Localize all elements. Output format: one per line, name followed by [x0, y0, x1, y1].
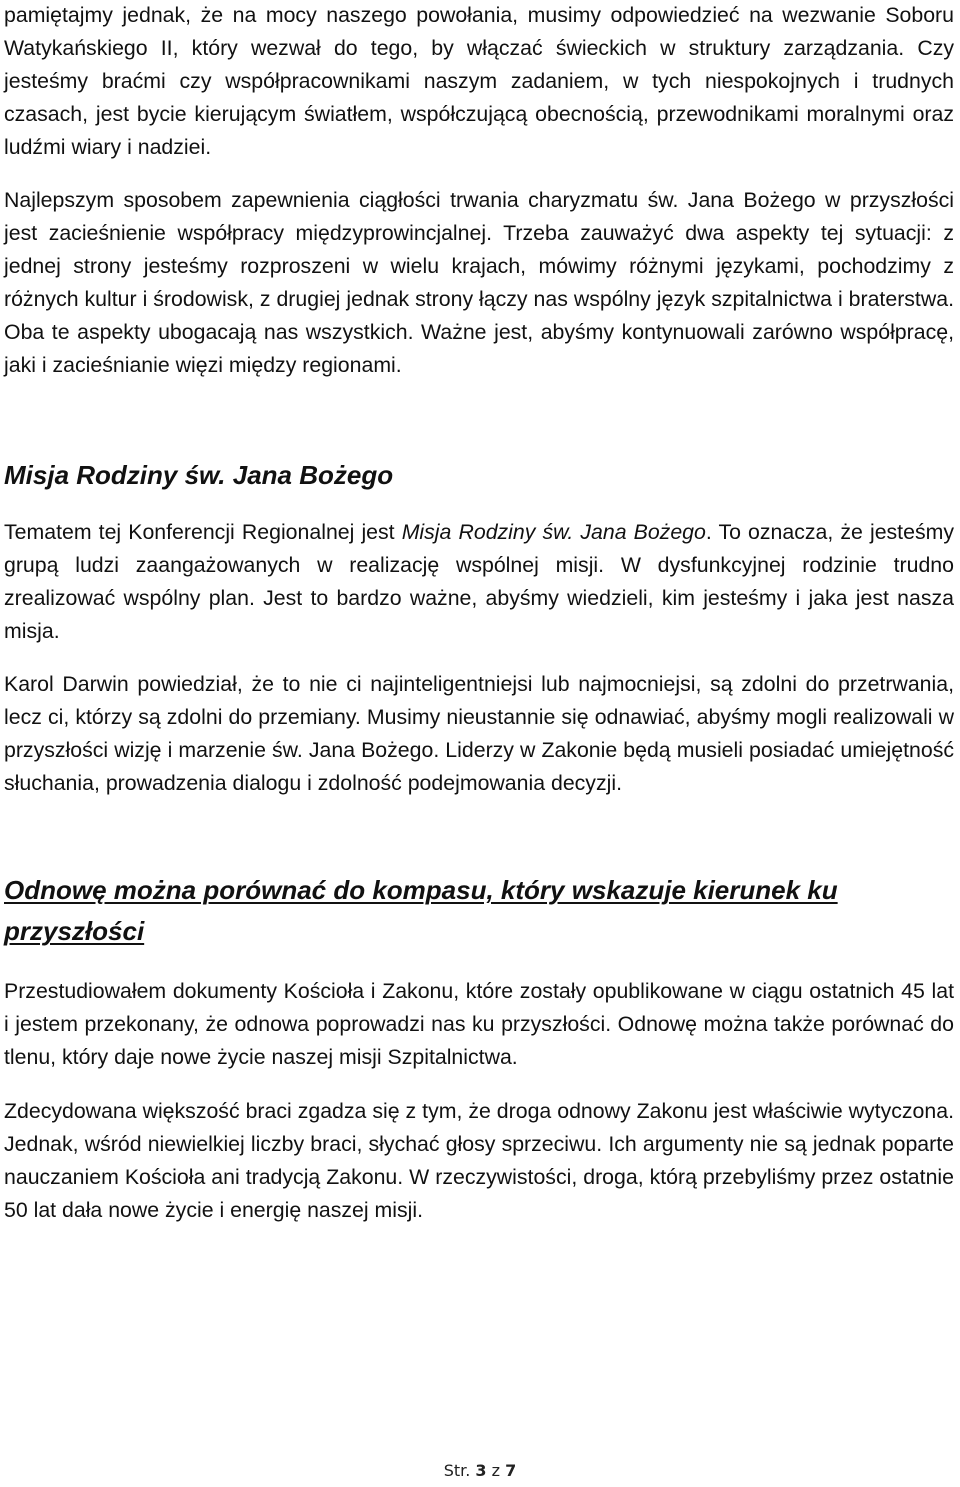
- paragraph-odnowa-2: Zdecydowana większość braci zgadza się z tym, że droga odnowy Zakonu jest właściwie wytyczona. Jednak, wśród niewielkiej liczby braci, słychać głosy sprzeciwu. Ich argumenty nie są jednak poparte nauczaniem Kościoła ani tradycją Zakonu. W rzeczywistości, droga, którą przebyliśmy przez ostatnie 50 lat dała nowe życie i energię naszej misji.: [4, 1099, 954, 1222]
- document-page: [4, 0, 954, 1227]
- paragraph-misja-1-end: . To oznacza, że jesteśmy grupą ludzi zaangażowanych w realizację wspólnej misji. W dysfunkcyjnej rodzinie trudno zrealizować wspólny plan. Jest to bardzo ważne, abyśmy wiedzieli, kim jesteśmy i jaka jest nasza misja.: [4, 520, 954, 643]
- paragraph-misja-2: Karol Darwin powiedział, że to nie ci najinteligentniejsi lub najmocniejsi, są zdolni do przetrwania, lecz ci, którzy są zdolni do przemiany. Musimy nieustannie się odnawiać, abyśmy mogli realizowali w przyszłości wizję i marzenie św. Jana Bożego. Liderzy w Zakonie będą musieli posiadać umiejętność słuchania, prowadzenia dialogu i zdolność podejmowania decyzji.: [4, 672, 954, 795]
- paragraph-odnowa-1: Przestudiowałem dokumenty Kościoła i Zakonu, które zostały opublikowane w ciągu ostatnich 45 lat i jestem przekonany, że odnowa poprowadzi nas ku przyszłości. Odnowę można także porównać do tlenu, który daje nowe życie naszej misji Szpitalnictwa.: [4, 979, 954, 1069]
- paragraph-misja-1-italic: Misja Rodziny św. Jana Bożego: [401, 520, 706, 544]
- paragraph-intro-2: Najlepszym sposobem zapewnienia ciągłości trwania charyzmatu św. Jana Bożego w przyszłości jest zacieśnienie współpracy międzyprowincjalnej. Trzeba zauważyć dwa aspekty tej sytuacji: z jednej strony jesteśmy rozproszeni w wielu krajach, mówimy różnymi językami, pochodzimy z różnych kultur i środowisk, z drugiej jednak strony łączy nas wspólny język szpitalnictwa i braterstwa. Oba te aspekty ubogacają nas wszystkich. Ważne jest, abyśmy kontynuowali zarówno współpracę, jaki i zacieśnianie więzi między regionami.: [4, 188, 954, 377]
- page-number-footer: [0, 1461, 960, 1480]
- section-heading-misja: Misja Rodziny św. Jana Bożego: [4, 460, 394, 490]
- section-heading-odnowa: Odnowę można porównać do kompasu, który wskazuje kierunek ku przyszłości: [4, 875, 838, 946]
- page-number-total: 7: [505, 1461, 517, 1480]
- page-number-prefix: Str.: [443, 1461, 476, 1480]
- paragraph-intro-1: pamiętajmy jednak, że na mocy naszego powołania, musimy odpowiedzieć na wezwanie Soboru Watykańskiego II, który wezwał do tego, by włączać świeckich w struktury zarządzania. Czy jesteśmy braćmi czy współpracownikami naszym zadaniem, w tych niespokojnych i trudnych czasach, jest bycie kierującym światłem, współczującą obecnością, przewodnikami moralnymi oraz ludźmi wiary i nadziei.: [4, 3, 954, 159]
- page-number-current: 3: [475, 1461, 487, 1480]
- page-number-separator: z: [486, 1461, 506, 1480]
- paragraph-misja-1: [4, 516, 954, 648]
- paragraph-misja-1-start: Tematem tej Konferencji Regionalnej jest: [4, 520, 402, 544]
